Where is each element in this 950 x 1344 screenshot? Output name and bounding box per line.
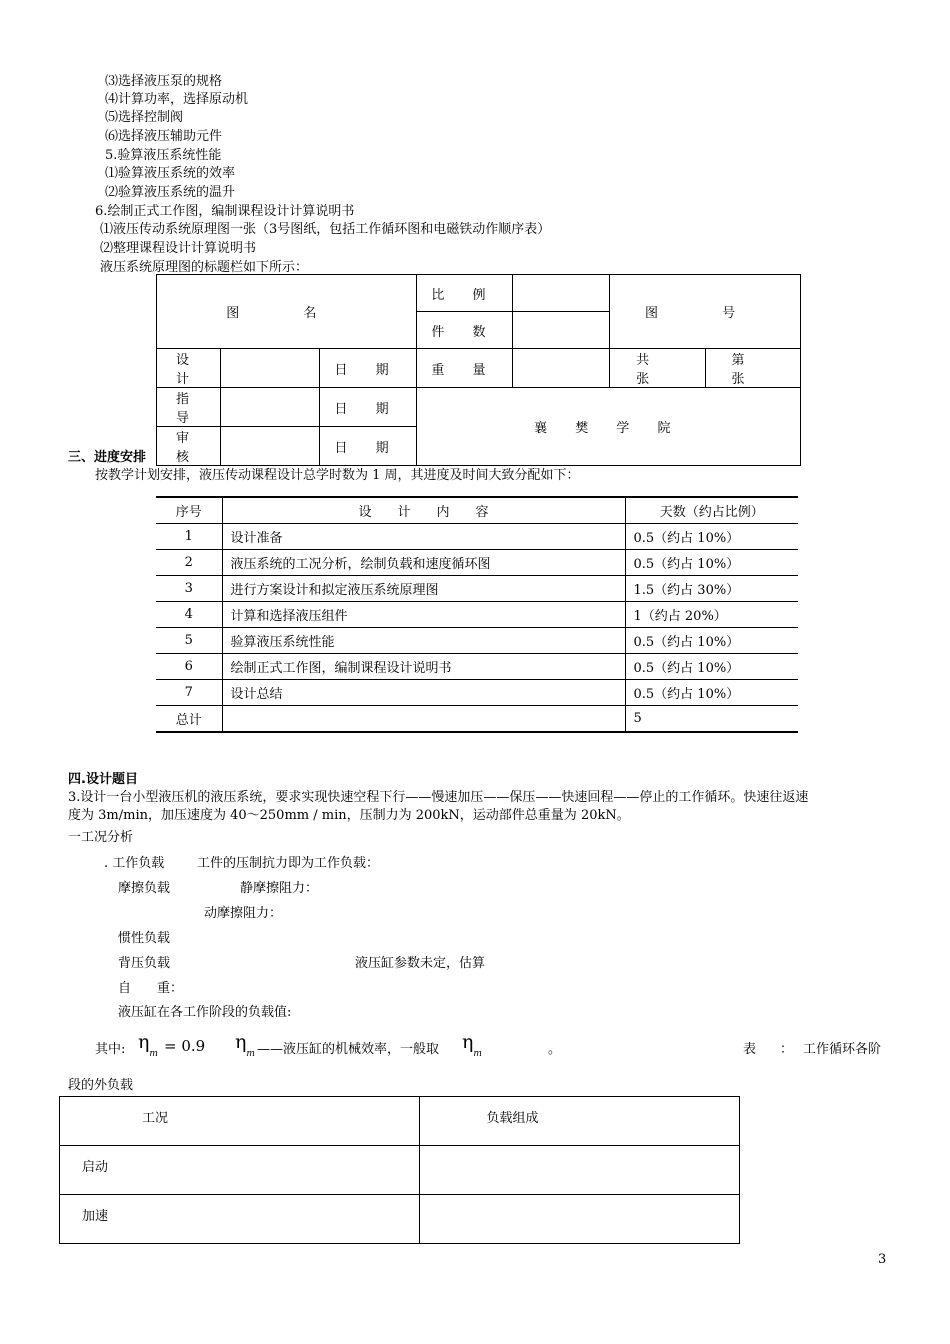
inertia-load-label: 惯性负载 (118, 931, 171, 946)
back-pressure-note: 液压缸参数未定，估算 (355, 956, 486, 971)
load-table (59, 1096, 740, 1244)
work-load-label: . 工作负载 (104, 856, 165, 871)
schedule-table (156, 496, 798, 733)
review-value (220, 427, 319, 466)
list-item: ⑴液压传动系统原理图一张（3号图纸，包括工作循环图和电磁铁动作顺序表） (100, 222, 551, 237)
work-load-desc: 工件的压制抗力即为工作负载： (197, 856, 380, 871)
cell-no: 2 (156, 550, 222, 576)
weight-value (513, 349, 610, 388)
static-friction-label: 静摩擦阻力： (240, 881, 319, 896)
cell-content: 进行方案设计和拟定液压系统原理图 (222, 576, 625, 602)
cell-days: 1.5（约占 30%） (625, 576, 798, 602)
cell-days: 0.5（约占 10%） (625, 654, 798, 680)
list-item: ⑶选择液压泵的规格 (105, 74, 223, 89)
quantity-cell: 件 数 (416, 312, 513, 349)
section-3-heading: 三、进度安排 (68, 450, 147, 465)
col-header-days: 天数（约占比例） (625, 497, 798, 524)
list-item: 5.验算液压系统性能 (105, 148, 222, 163)
cell-condition: 启动 (60, 1146, 420, 1195)
cell-load (420, 1195, 740, 1244)
cell-content (222, 706, 625, 733)
col-header-load: 负载组成 (420, 1097, 740, 1146)
table-row (156, 576, 798, 602)
list-item: ⑵验算液压系统的温升 (105, 185, 236, 200)
section-4-heading: 四.设计题目 (68, 772, 138, 787)
dynamic-friction-label: 动摩擦阻力： (204, 906, 283, 921)
cell-days: 0.5（约占 10%） (625, 550, 798, 576)
cell-content: 设计准备 (222, 524, 625, 550)
scale-cell: 比 例 (416, 275, 513, 312)
col-header-condition: 工况 (60, 1097, 420, 1146)
cell-no: 6 (156, 654, 222, 680)
table-row (156, 550, 798, 576)
back-pressure-label: 背压负载 (118, 956, 171, 971)
col-header-content: 设 计 内 容 (222, 497, 625, 524)
table-row (156, 602, 798, 628)
cell-condition: 加速 (60, 1195, 420, 1244)
table-row (156, 654, 798, 680)
sheet-no-label: 第 张 (706, 349, 801, 388)
page-number: 3 (878, 1252, 887, 1267)
table-row (156, 628, 798, 654)
cell-content: 绘制正式工作图，编制课程设计说明书 (222, 654, 625, 680)
eta-symbol: $\eta_m$ (462, 1031, 482, 1059)
cell-days: 5 (625, 706, 798, 733)
drawing-name-cell: 图 名 (157, 275, 417, 349)
cell-no: 1 (156, 524, 222, 550)
eta-symbol: $\eta_m$ (235, 1031, 255, 1059)
list-item: ⑴验算液压系统的效率 (105, 166, 236, 181)
table-ref: 表 (743, 1042, 757, 1057)
date-label: 日 期 (319, 388, 416, 427)
eta-desc: ——液压缸的机械效率，一般取 (257, 1042, 440, 1057)
guide-label: 指 导 (157, 388, 221, 427)
list-item: ⑹选择液压辅助元件 (105, 129, 223, 144)
cell-no: 4 (156, 602, 222, 628)
problem-line-1: 3.设计一台小型液压机的液压系统，要求实现快速空程下行——慢速加压——保压——快速回程——停止的工作循环。快速往返速 (68, 790, 809, 805)
cell-days: 0.5（约占 10%） (625, 680, 798, 706)
friction-load-label: 摩擦负载 (118, 881, 171, 896)
cell-days: 0.5（约占 10%） (625, 524, 798, 550)
cell-content: 计算和选择液压组件 (222, 602, 625, 628)
drawing-no-cell: 图 号 (610, 275, 801, 349)
problem-line-2: 度为 3m/min，加压速度为 40～250mm / min，压制力为 200kN，运动部件总重量为 20kN。 (68, 808, 630, 823)
table-header-row (156, 497, 798, 524)
self-weight-label: 自 重： (118, 981, 184, 996)
eta-value: = 0.9 (164, 1037, 206, 1055)
weight-label: 重 量 (416, 349, 513, 388)
date-label: 日 期 (319, 349, 416, 388)
table-ref-title: 工作循环各阶 (803, 1042, 882, 1057)
col-header-no: 序号 (156, 497, 222, 524)
table-row (60, 1195, 740, 1244)
title-block-table (156, 274, 801, 466)
list-item: 液压系统原理图的标题栏如下所示： (100, 260, 309, 275)
cell-content: 液压系统的工况分析，绘制负载和速度循环图 (222, 550, 625, 576)
cell-days: 0.5（约占 10%） (625, 628, 798, 654)
section-3-intro: 按教学计划安排，液压传动课程设计总学时数为 1 周，其进度及时间大致分配如下： (95, 468, 580, 483)
table-total-row (156, 706, 798, 733)
list-item: ⑵整理课程设计计算说明书 (100, 241, 257, 256)
date-label: 日 期 (319, 427, 416, 466)
institution-cell: 襄 樊 学 院 (416, 388, 800, 466)
where-label: 其中: (95, 1042, 126, 1057)
eta-symbol: $\eta_m$ (138, 1031, 158, 1059)
cell-content: 设计总结 (222, 680, 625, 706)
cell-no: 5 (156, 628, 222, 654)
cell-no: 7 (156, 680, 222, 706)
guide-value (220, 388, 319, 427)
period: 。 (548, 1042, 562, 1057)
list-item: 6.绘制正式工作图，编制课程设计计算说明书 (95, 204, 355, 219)
design-value (220, 349, 319, 388)
table-header-row (60, 1097, 740, 1146)
cell-days: 1（约占 20%） (625, 602, 798, 628)
cell-no: 总计 (156, 706, 222, 733)
list-item: ⑷计算功率，选择原动机 (105, 92, 249, 107)
cell-no: 3 (156, 576, 222, 602)
design-label: 设 计 (157, 349, 221, 388)
cell-content: 验算液压系统性能 (222, 628, 625, 654)
table-caption: 段的外负载 (68, 1078, 134, 1093)
analysis-title: 一工况分析 (68, 830, 134, 845)
list-item: ⑸选择控制阀 (105, 110, 184, 125)
table-row (60, 1146, 740, 1195)
review-label: 审 核 (157, 427, 221, 466)
table-row (156, 524, 798, 550)
cell-load (420, 1146, 740, 1195)
table-ref-colon: ： (780, 1042, 794, 1057)
quantity-value-cell (513, 312, 610, 349)
table-row (156, 680, 798, 706)
stage-loads-label: 液压缸在各工作阶段的负载值: (118, 1005, 292, 1020)
scale-value-cell (513, 275, 610, 312)
total-sheets-label: 共 张 (610, 349, 706, 388)
